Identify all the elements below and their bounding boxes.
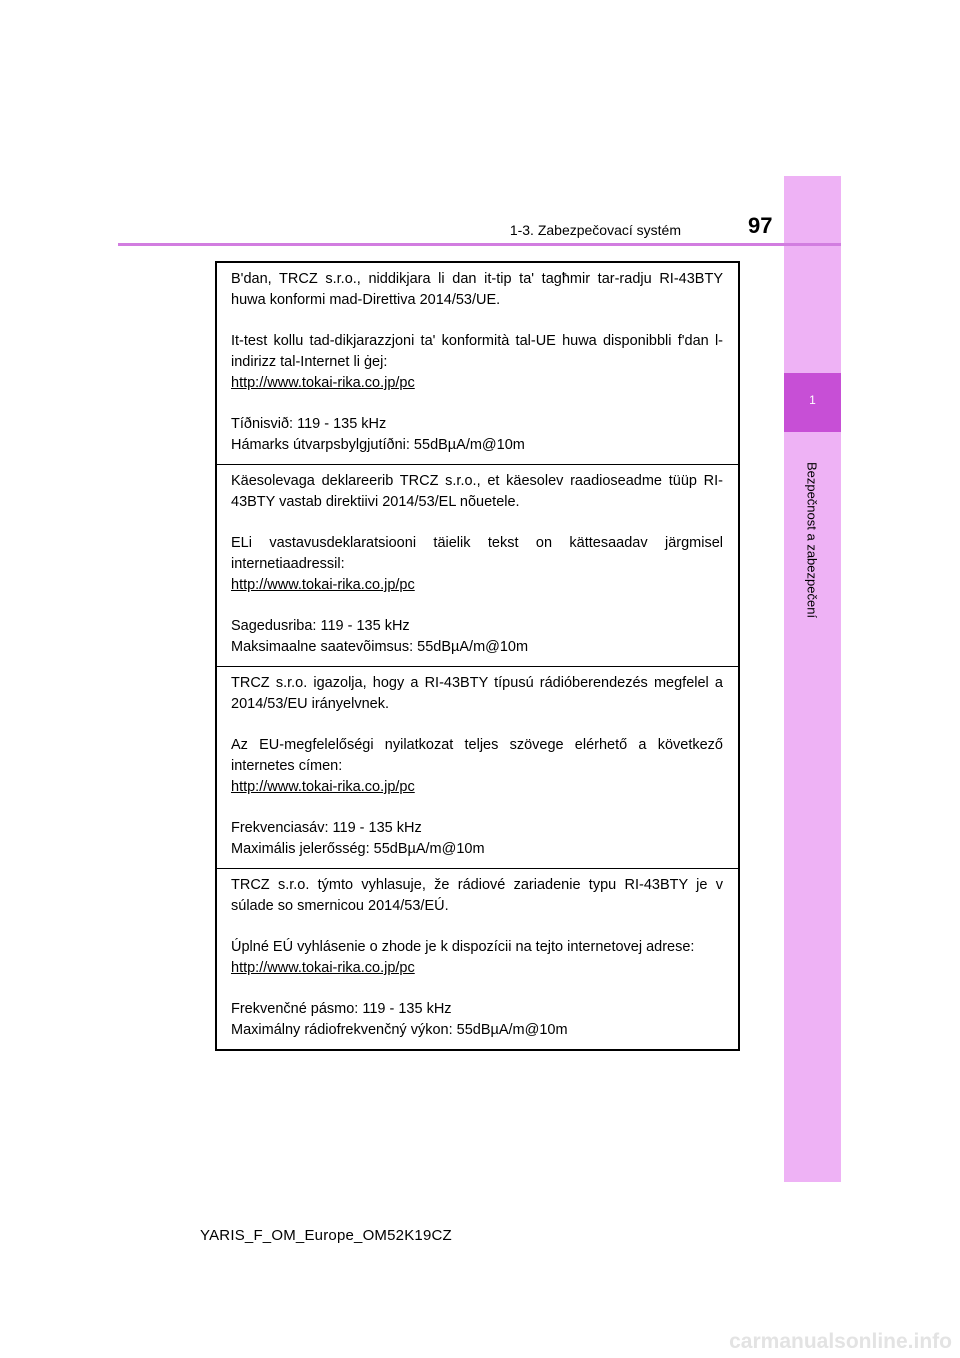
watermark: carmanualsonline.info <box>729 1330 952 1353</box>
fulltext-note: Az EU-megfelelőségi nyilatkozat teljes szövege elérhető a következő internetes címen: <box>231 737 723 774</box>
chapter-tab[interactable] <box>784 373 841 432</box>
declaration-text: Käesolevaga deklareerib TRCZ s.r.o., et käesolev raadioseadme tüüp RI-43BTY vastab direktiivi 2014/53/EL nõuetele. <box>231 473 723 510</box>
frequency-band: Frekvenciasáv: 119 - 135 kHz <box>231 820 422 836</box>
header-rule <box>118 243 841 246</box>
frequency-band: Sagedusriba: 119 - 135 kHz <box>231 618 410 634</box>
fulltext-note: ELi vastavusdeklaratsiooni täielik tekst on kättesaadav järgmisel internetiaadressil: <box>231 535 723 572</box>
fulltext-note: Úplné EÚ vyhlásenie o zhode je k dispozícii na tejto internetovej adrese: <box>231 939 695 955</box>
declaration-table <box>215 261 740 1051</box>
max-power: Maximális jelerősség: 55dBµA/m@10m <box>231 841 485 857</box>
declaration-block-estonian <box>217 464 738 666</box>
max-power: Hámarks útvarpsbylgjutíðni: 55dBµA/m@10m <box>231 437 525 453</box>
chapter-number: 1 <box>809 393 816 407</box>
declaration-link[interactable]: http://www.tokai-rika.co.jp/pc <box>231 577 415 593</box>
declaration-link[interactable]: http://www.tokai-rika.co.jp/pc <box>231 375 415 391</box>
declaration-text: TRCZ s.r.o. igazolja, hogy a RI-43BTY típusú rádióberendezés megfelel a 2014/53/EU irányelvnek. <box>231 675 723 712</box>
side-tab <box>784 176 841 1182</box>
max-power: Maximálny rádiofrekvenčný výkon: 55dBµA/m@10m <box>231 1022 568 1038</box>
declaration-block-hungarian <box>217 666 738 868</box>
declaration-text: TRCZ s.r.o. týmto vyhlasuje, že rádiové zariadenie typu RI-43BTY je v súlade so smernicou 2014/53/EÚ. <box>231 877 723 914</box>
declaration-link[interactable]: http://www.tokai-rika.co.jp/pc <box>231 779 415 795</box>
declaration-block-maltese <box>217 263 738 464</box>
footer-document-code: YARIS_F_OM_Europe_OM52K19CZ <box>200 1227 452 1244</box>
fulltext-note: It-test kollu tad-dikjarazzjoni ta' konformità tal-UE huwa disponibbli f'dan l-indirizz tal-Internet li ġej: <box>231 333 723 370</box>
header-section-title: 1-3. Zabezpečovací systém <box>509 222 681 238</box>
page-number: 97 <box>748 213 773 238</box>
section-label: Bezpečnost a zabezpečení <box>804 461 820 619</box>
declaration-text: B'dan, TRCZ s.r.o., niddikjara li dan it-tip ta' tagħmir tar-radju RI-43BTY huwa konformi mad-Direttiva 2014/53/UE. <box>231 271 723 308</box>
frequency-band: Frekvenčné pásmo: 119 - 135 kHz <box>231 1001 452 1017</box>
max-power: Maksimaalne saatevõimsus: 55dBµA/m@10m <box>231 639 529 655</box>
declaration-block-slovak <box>217 868 738 1049</box>
frequency-band: Tíðnisvið: 119 - 135 kHz <box>231 416 387 432</box>
declaration-link[interactable]: http://www.tokai-rika.co.jp/pc <box>231 960 415 976</box>
